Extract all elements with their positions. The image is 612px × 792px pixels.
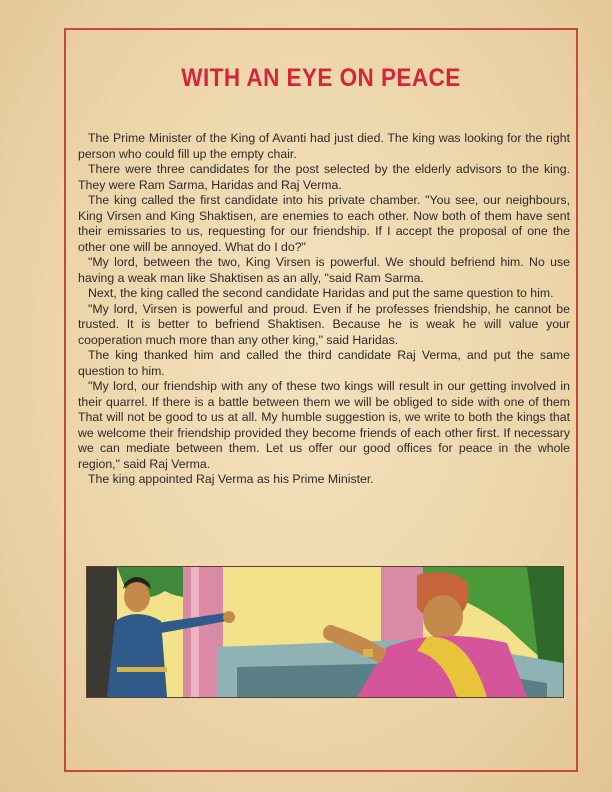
story-body <box>78 131 570 488</box>
paragraph-8: "My lord, our friendship with any of these two kings will result in our getting involved in their quarrel. If there is a battle between them we will be obliged to side with one of them That will not be good to us at all. My humble suggestion is, we write to both the kings that we welcome their friendship provided they become friends of each other first. If necessary we can mediate between them. Let us offer our good offices for peace in the whole region," said Raj Verma. <box>78 379 570 471</box>
paragraph-7: The king thanked him and called the third candidate Raj Verma, and put the same question to him. <box>78 348 570 378</box>
left-figure-head <box>124 582 150 612</box>
left-figure-robe <box>107 614 167 697</box>
paragraph-5: Next, the king called the second candidate Haridas and put the same question to him. <box>88 286 554 300</box>
paragraph-2: There were three candidates for the post selected by the elderly advisors to the king. They were Ram Sarma, Haridas and Raj Verma. <box>78 162 570 192</box>
paragraph-6: "My lord, Virsen is powerful and proud. Even if he professes friendship, he cannot be trusted. It is better to befriend Shaktisen. Because he is weak he will value your cooperation much more than any other king," said Haridas. <box>78 301 570 347</box>
left-figure-sash <box>117 667 167 672</box>
king-bracelet <box>363 649 373 657</box>
king-hand <box>323 625 339 641</box>
king-head <box>423 595 463 639</box>
pillar-highlight <box>191 567 199 697</box>
paragraph-1: The Prime Minister of the King of Avanti had just died. The king was looking for the right person who could fill up the empty chair. <box>78 131 570 161</box>
paragraph-9: The king appointed Raj Verma as his Prime Minister. <box>88 472 374 486</box>
left-figure-hand <box>223 611 235 623</box>
court-scene-illustration <box>87 567 563 697</box>
paragraph-4: "My lord, between the two, King Virsen is powerful. We should befriend him. No use having a weak man like Shaktisen as an ally, "said Ram Sarma. <box>78 255 570 285</box>
story-title: WITH AN EYE ON PEACE <box>181 64 461 92</box>
paragraph-3: The king called the first candidate into his private chamber. "You see, our neighbours, King Virsen and King Shaktisen, are enemies to each other. Now both of them have sent their emissaries to us, requesting for our friendship. If I accept the proposal of one the other one will be annoyed. What do I do?" <box>78 193 570 254</box>
story-illustration <box>86 566 564 698</box>
